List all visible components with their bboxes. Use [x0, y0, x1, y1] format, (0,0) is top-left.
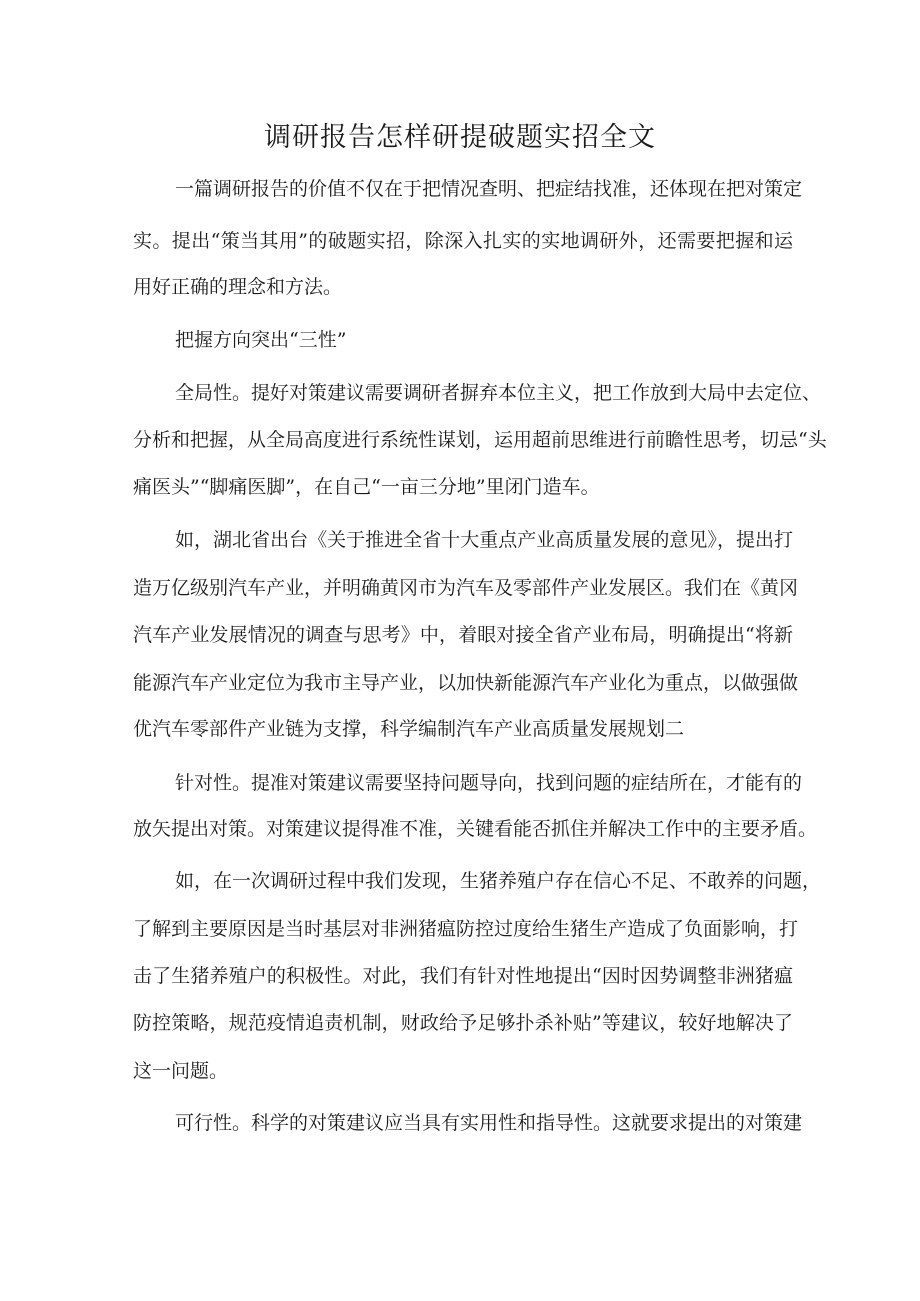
paragraph-line: 能源汽车产业定位为我市主导产业，以加快新能源汽车产业化为重点，以做强做: [133, 672, 799, 694]
paragraph-line: 针对性。提准对策建议需要坚持问题导向，找到问题的症结所在，才能有的: [175, 772, 803, 794]
paragraph-line: 放矢提出对策。对策建议提得准不准，关键看能否抓住并解决工作中的主要矛盾。: [133, 818, 818, 840]
paragraph-line: 分析和把握，从全局高度进行系统性谋划，运用超前思维进行前瞻性思考，切忌“头: [133, 429, 827, 451]
paragraph-line: 实。提出“策当其用”的破题实招，除深入扎实的实地调研外，还需要把握和运: [133, 230, 793, 252]
paragraph-line: 汽车产业发展情况的调查与思考》中，着眼对接全省产业布局，明确提出“将新: [133, 624, 793, 646]
document-title: 调研报告怎样研提破题实招全文: [264, 122, 656, 153]
paragraph-line: 造万亿级别汽车产业，并明确黄冈市为汽车及零部件产业发展区。我们在《黄冈: [133, 577, 799, 599]
section-heading: 把握方向突出“三性”: [175, 329, 347, 351]
paragraph-line: 了解到主要原因是当时基层对非洲猪瘟防控过度给生猪生产造成了负面影响，打: [133, 918, 799, 940]
paragraph-line: 如，在一次调研过程中我们发现，生猪养殖户存在信心不足、不敢养的问题，: [175, 870, 822, 892]
paragraph-line: 用好正确的理念和方法。: [133, 276, 343, 298]
paragraph-line: 如，湖北省出台《关于推进全省十大重点产业高质量发展的意见》，提出打: [175, 529, 793, 551]
paragraph-line: 这一问题。: [133, 1060, 229, 1082]
paragraph-line: 击了生猪养殖户的积极性。对此，我们有针对性地提出“因时因势调整非洲猪瘟: [133, 965, 793, 987]
paragraph-line: 可行性。科学的对策建议应当具有实用性和指导性。这就要求提出的对策建: [175, 1112, 803, 1134]
paragraph-line: 痛医头”“脚痛医脚”，在自己“一亩三分地”里闭门造车。: [133, 476, 600, 498]
paragraph-line: 防控策略，规范疫情追责机制，财政给予足够扑杀补贴”等建议，较好地解决了: [133, 1012, 793, 1034]
paragraph-line: 全局性。提好对策建议需要调研者摒弃本位主义，把工作放到大局中去定位、: [175, 382, 822, 404]
paragraph-line: 一篇调研报告的价值不仅在于把情况查明、把症结找准，还体现在把对策定: [175, 178, 803, 200]
paragraph-line: 优汽车零部件产业链为支撑，科学编制汽车产业高质量发展规划二: [133, 718, 685, 740]
